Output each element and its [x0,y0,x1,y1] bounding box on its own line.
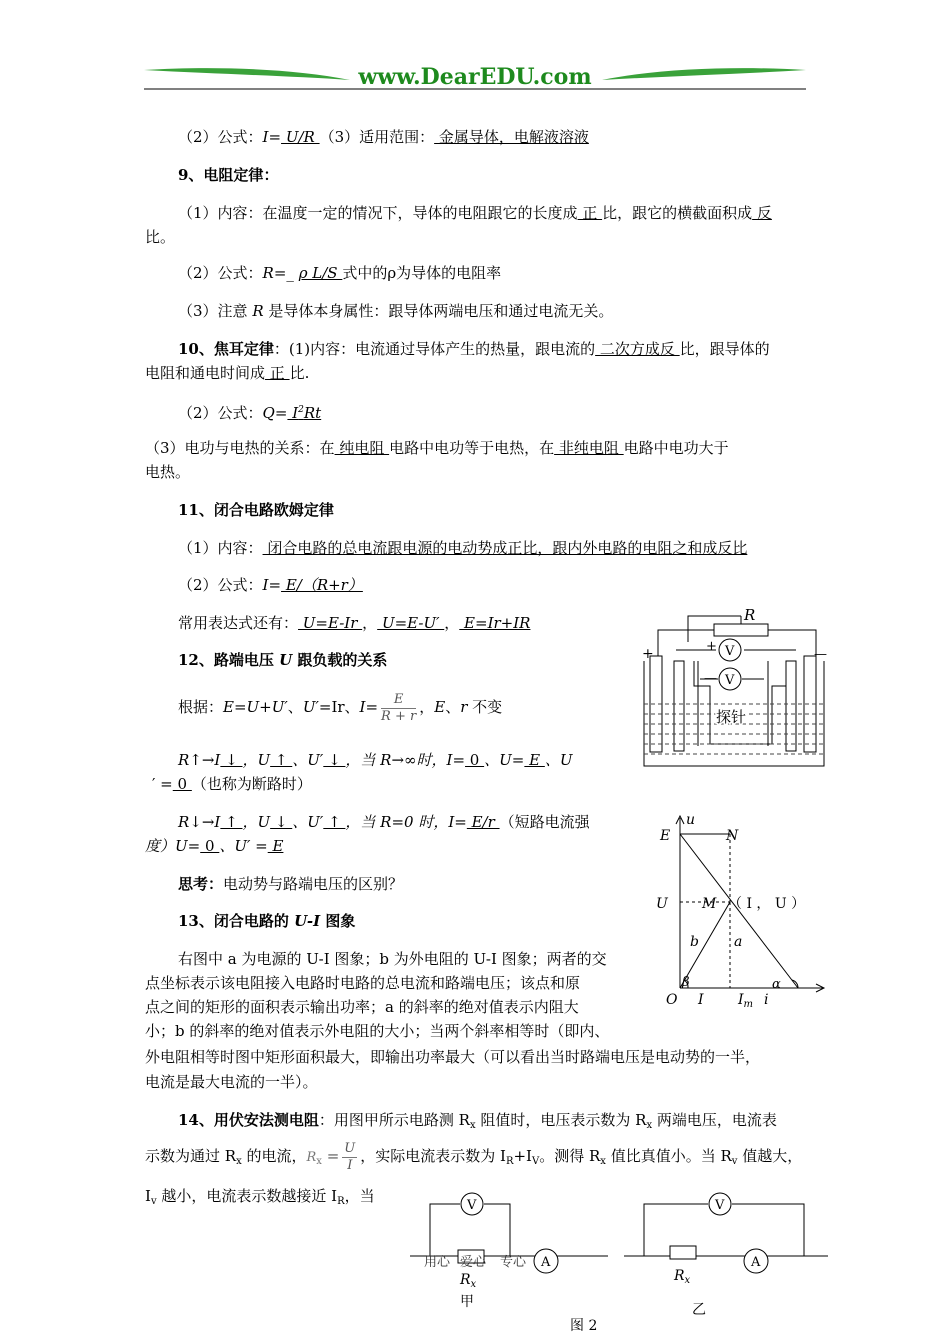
text: 值比真值小。当 R [605,1147,732,1165]
s13-para-line1: 右图中 a 为电源的 U-I 图象；b 为外电阻的 U-I 图象；两者的交 [178,950,607,968]
s9-note [178,300,613,322]
s13-para-line3: 点之间的矩形的面积表示输出功率；a 的斜率的绝对值表示内阻大 [145,998,579,1016]
resistor-r [714,624,768,636]
text: 越小，电流表示数越接近 I [156,1187,338,1205]
s13-para-line5: 外电阻相等时图中矩形面积最大，即输出功率最大（可以看出当时路端电压是电动势的一半， [145,1048,761,1066]
formula-line-ohm [178,126,589,148]
minus-mid: — [704,671,717,686]
rx-sub: x [684,1275,691,1286]
jia-v-label: V [467,1198,477,1213]
label-m: M [702,896,717,912]
text: 跟负载的关系 [292,651,388,669]
text: ：用图甲所示电路测 R [318,1111,470,1129]
text: I= [359,698,379,716]
section-14-title: 14、用伏安法测电阻 [178,1111,319,1129]
text: R↑→I [178,751,221,769]
im-sub: m [743,999,754,1010]
watermark-1: 用心 [424,1255,451,1270]
section-10-title: 10、焦耳定律 [178,340,274,358]
s10-relation-line1 [145,437,729,459]
text: Q= [262,404,288,422]
text: （2）公式： [178,576,263,594]
subscript: x [600,1156,606,1167]
text: ，当 [344,1187,375,1205]
yi-a-label: A [751,1255,761,1270]
text: 常用表达式还有： [178,614,299,632]
label-a: a [734,934,743,950]
fraction [342,1141,357,1174]
text: ，实际电流表示数为 I [360,1147,506,1165]
s12-increase-line1 [178,749,573,771]
text: ，当 R=0 时，I= [345,813,467,831]
section-11-title: 11、闭合电路欧姆定律 [178,501,334,519]
text: 阻值时，电压表示数为 R [475,1111,647,1129]
left-swoosh [144,68,350,80]
s10-relation-line2: 电热。 [145,463,191,481]
s13-para-line2: 点坐标表示该电阻接入电路时电路的总电流和路端电压；该点和原 [145,974,581,992]
text: 、 [287,698,303,716]
label-beta: β [682,975,690,990]
text: 、 [445,698,461,716]
answer-blank: 金属导体，电解液溶液 [434,128,589,146]
s14-line2 [145,1136,802,1182]
answer-blank: ↓ [220,751,243,769]
text: 电阻和通电时间成 [145,364,266,382]
fraction [381,692,416,725]
answer-blank: E [524,751,545,769]
yi-v-label: V [715,1198,725,1213]
text: ，U [242,751,271,769]
label-alpha: α [772,977,781,992]
text: 是导体本身属性：跟导体两端电压和通过电流无关。 [263,302,614,320]
s10-formula [178,399,321,424]
site-url: www.DearEDU.com [358,64,592,90]
text: 比，跟导体的 [679,340,770,358]
answer-blank: 0 [200,837,220,855]
s12-decrease-line1 [178,811,590,833]
text: = [321,1147,340,1165]
text: 式中的ρ为导体的电阻率 [342,264,502,282]
text: R [252,302,264,320]
text: 图象 [320,912,356,930]
answer-blank: ↓ [270,813,293,831]
label-im [737,992,753,1010]
text: Rt [303,404,322,422]
text: （也称为断路时） [191,775,312,793]
answer-blank: ρ L/S [298,264,343,282]
text: ， [419,698,435,716]
text: （2）公式： [178,404,263,422]
text: R↓→I [178,813,221,831]
label-coord: （ I ， U ） [728,896,806,912]
s12-decrease-line2 [145,835,283,857]
denominator: R + r [381,708,417,724]
text: ：(1)内容：电流通过导体产生的热量，跟电流的 [273,340,596,358]
text: I [287,404,299,422]
s10-line2 [145,362,309,384]
text: （2）公式： [178,128,263,146]
jia-voltmeter-wire [430,1204,460,1256]
text: 比，跟它的横截面积成 [602,204,753,222]
text: 的电流， [241,1147,307,1165]
s14-line1 [178,1109,777,1137]
numerator: U [344,1140,356,1156]
answer-blank: E/（R+r） [281,576,363,594]
text: U-I [294,912,321,930]
text: （1）内容：在温度一定的情况下，导体的电阻跟它的长度成 [178,204,578,222]
text: 示数为通过 R [145,1147,237,1165]
label-n: N [726,828,739,844]
text: I= [262,128,282,146]
jia-rx-label [459,1272,477,1290]
answer-blank: 反 [752,204,772,222]
text: 两端电压，电流表 [652,1111,777,1129]
answer-blank: E=Ir+IR [459,614,531,632]
text: E=U+U′ [223,698,288,716]
label-origin: O [666,992,678,1008]
voltmeter-1-label: V [725,644,735,659]
s12-increase-line2 [152,773,312,795]
subscript: x [646,1120,653,1131]
answer-blank: 二次方成反 [595,340,680,358]
label-u: U [656,896,668,912]
text: ，当 R→∞时，I= [345,751,466,769]
text: （3）注意 [178,302,253,320]
answer-blank: 纯电阻 [334,439,390,457]
i-axis-label: i [764,992,769,1008]
text: ，U [242,813,271,831]
numerator: E [381,692,416,709]
answer-blank: ↑ [270,751,293,769]
probe-label: 探针 [716,708,747,726]
subscript: v [731,1156,738,1167]
text: r [460,698,468,716]
text: +I [513,1147,532,1165]
text: 不变 [467,698,503,716]
think-question [178,873,403,895]
text: 度）U= [145,837,201,855]
answer-blank: 0 [465,751,485,769]
answer-blank: 正 [577,204,603,222]
probe-circuit-figure [636,606,830,772]
text: 12、路端电压 [178,651,280,669]
s9-content-line1 [178,202,772,224]
answer-blank [287,404,321,422]
plus-left: + [642,646,654,662]
rx-sub: x [470,1279,477,1290]
s12-basis [178,690,502,725]
section-9-title: 9、电阻定律： [178,166,279,184]
answer-blank: ↑ [323,813,346,831]
right-swoosh [602,68,806,80]
right-inner-plate [786,661,796,751]
rx-main: R [674,1268,685,1284]
answer-blank: 正 [265,364,290,382]
text: ， [444,614,460,632]
text: 电路中电功等于电热，在 [389,439,555,457]
text: U [279,651,293,669]
denominator: I [347,1157,353,1173]
superscript: 2 [298,405,304,415]
subscript: V [531,1156,540,1167]
text: 比. [289,364,310,382]
answer-blank: E [267,837,284,855]
text: 、U′ [292,751,324,769]
s11-content [178,537,747,559]
s9-content-line2: 比。 [145,228,176,246]
answer-blank: U=E-Ir [298,614,363,632]
text: R [306,1150,317,1165]
jia-label: 甲 [460,1294,474,1310]
text: （1）内容： [178,539,263,557]
plus-mid: + [706,639,717,654]
text: 值越大， [737,1147,803,1165]
yi-rx [670,1246,696,1259]
left-inner-plate [674,661,684,751]
subscript: x [316,1156,322,1167]
text: 电动势与路端电压的区别？ [223,875,404,893]
subscript: R [505,1156,514,1167]
text: （3）电功与电热的关系：在 [145,439,335,457]
s9-formula [178,262,501,284]
subscript: v [150,1196,157,1207]
figure-caption: 图 2 [570,1318,598,1334]
label-r: R [744,606,756,624]
section-12-title [178,649,387,671]
yi-label: 乙 [692,1302,706,1318]
s11-formula [178,574,363,596]
answer-blank: ↓ [323,751,346,769]
answer-blank: 0 [172,775,192,793]
label-e: E [660,828,671,844]
answer-blank: U/R [281,128,320,146]
text: =Ir、 [318,698,360,716]
answer-blank: 闭合电路的总电流跟电源的电动势成正比，跟内外电路的电阻之和成反比 [262,539,748,557]
text: E [434,698,446,716]
label-i: I [698,992,704,1008]
site-header-logo [140,56,810,96]
u-axis-label: u [686,812,696,828]
text: U′ [302,698,319,716]
text: R=_ [262,264,299,282]
section-13-title [178,910,355,932]
label-b: b [690,934,699,950]
text: ， [362,614,378,632]
rx-main: R [460,1272,471,1288]
s14-line3 [145,1185,375,1213]
text: 电路中电功大于 [623,439,729,457]
text: 、U= [484,751,525,769]
text: 、U′ = [219,837,268,855]
yi-rx-label [673,1268,691,1286]
answer-blank: 非纯电阻 [554,439,624,457]
text: 13、闭合电路的 [178,912,295,930]
s10-line1 [178,338,770,360]
watermark-3: 专心 [500,1255,527,1270]
text: I [145,1187,151,1205]
text: （3）适用范围： [319,128,435,146]
figure-2-circuits [408,1180,832,1340]
s13-para-line4: 小；b 的斜率的绝对值表示外电阻的大小；当两个斜率相等时（即内、 [145,1022,610,1040]
text: 。测得 R [539,1147,601,1165]
ui-graph-figure [652,806,832,1012]
answer-blank: U=E-U′ [377,614,445,632]
answer-blank: ↑ [220,813,243,831]
watermark-2: 爱心 [460,1255,487,1270]
answer-blank: E/r [466,813,500,831]
im-main: I [738,992,744,1008]
text: （短路电流强 [499,813,590,831]
text: ′ = [152,775,173,793]
text: 、U′ [292,813,324,831]
text: I= [262,576,282,594]
s13-para-line6: 电流是最大电流的一半）。 [145,1073,318,1091]
subscript: x [236,1156,242,1167]
text: 、U [544,751,573,769]
think-label: 思考： [178,875,224,893]
voltmeter-2-label: V [725,673,735,688]
subscript: x [469,1120,476,1131]
s11-expressions [178,612,530,634]
jia-a-label: A [541,1255,551,1270]
text: （2）公式： [178,264,263,282]
text: 根据： [178,698,224,716]
minus-right: — [814,647,827,662]
subscript: R [337,1196,345,1207]
